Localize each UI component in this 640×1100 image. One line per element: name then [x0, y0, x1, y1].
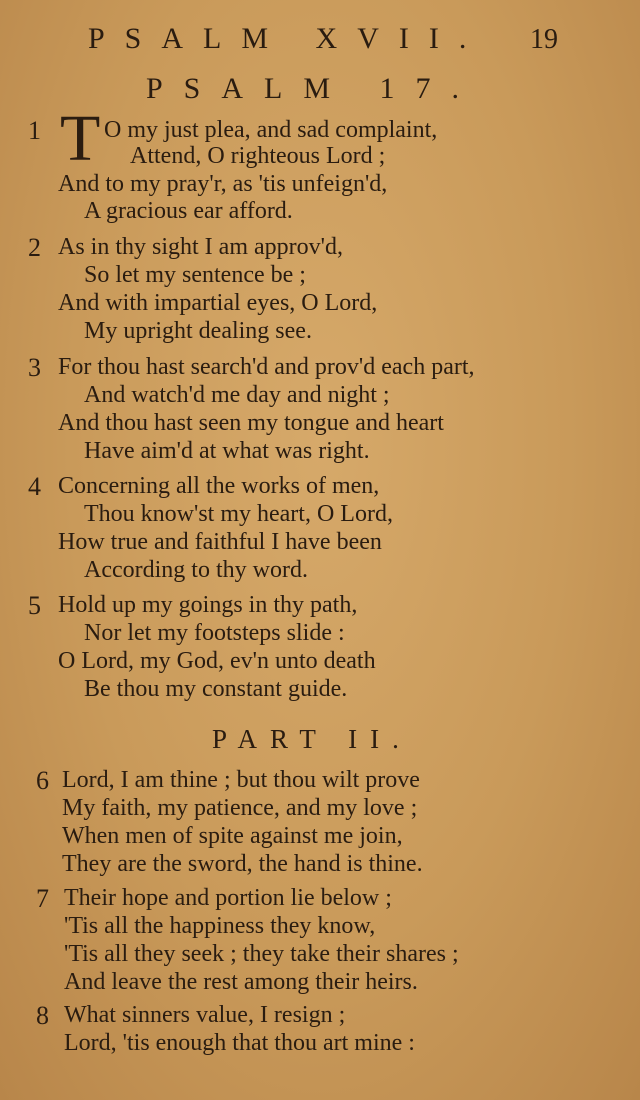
drop-cap: T	[60, 102, 101, 175]
verse-number: 4	[28, 472, 41, 501]
verse-line: And with impartial eyes, O Lord,	[58, 290, 378, 316]
verse-line: Lord, 'tis enough that thou art mine :	[64, 1030, 415, 1056]
verse-number: 2	[28, 233, 41, 262]
verse-line: And thou hast seen my tongue and heart	[58, 410, 444, 436]
verse-number: 3	[28, 353, 41, 382]
verse-line: O Lord, my God, ev'n unto death	[58, 648, 376, 674]
verse-line: Hold up my goings in thy path,	[58, 592, 358, 618]
verse-line: Concerning all the works of men,	[58, 473, 380, 499]
verse-line: How true and faithful I have been	[58, 529, 382, 555]
verse-line: A gracious ear afford.	[84, 198, 293, 224]
part-title: PART II.	[212, 724, 412, 754]
verse-line: And leave the rest among their heirs.	[64, 969, 418, 995]
verse-number: 8	[36, 1001, 49, 1030]
verse-line: Attend, O righteous Lord ;	[130, 143, 386, 169]
verse-line: My faith, my patience, and my love ;	[62, 795, 418, 821]
verse-line: They are the sword, the hand is thine.	[62, 851, 423, 877]
verse-line: What sinners value, I resign ;	[64, 1002, 346, 1028]
verse-line: When men of spite against me join,	[62, 823, 403, 849]
verse-number: 5	[28, 591, 41, 620]
verse-line: Thou know'st my heart, O Lord,	[84, 501, 393, 527]
verse-line: 'Tis all they seek ; they take their shares ;	[64, 941, 459, 967]
verse-line: Their hope and portion lie below ;	[64, 885, 392, 911]
verse-number: 1	[28, 116, 41, 145]
verse-line: As in thy sight I am approv'd,	[58, 234, 343, 260]
verse-line: So let my sentence be ;	[84, 262, 306, 288]
verse-line: And to my pray'r, as 'tis unfeign'd,	[58, 171, 388, 197]
verse-line: O my just plea, and sad complaint,	[104, 117, 438, 143]
verse-line: Lord, I am thine ; but thou wilt prove	[62, 767, 420, 793]
verse-line: Nor let my footsteps slide :	[84, 620, 345, 646]
verse-line: According to thy word.	[84, 557, 308, 583]
verse-number: 6	[36, 766, 49, 795]
verse-line: And watch'd me day and night ;	[84, 382, 390, 408]
verse-number: 7	[36, 884, 49, 913]
verse-line: 'Tis all the happiness they know,	[64, 913, 376, 939]
running-head: PSALM XVII.	[88, 22, 487, 55]
verse-line: For thou hast search'd and prov'd each part,	[58, 354, 475, 380]
verse-line: Be thou my constant guide.	[84, 676, 348, 702]
verse-line: Have aim'd at what was right.	[84, 438, 370, 464]
psalm-title: PSALM 17.	[146, 72, 481, 105]
page-number: 19	[530, 24, 558, 55]
verse-line: My upright dealing see.	[84, 318, 312, 344]
